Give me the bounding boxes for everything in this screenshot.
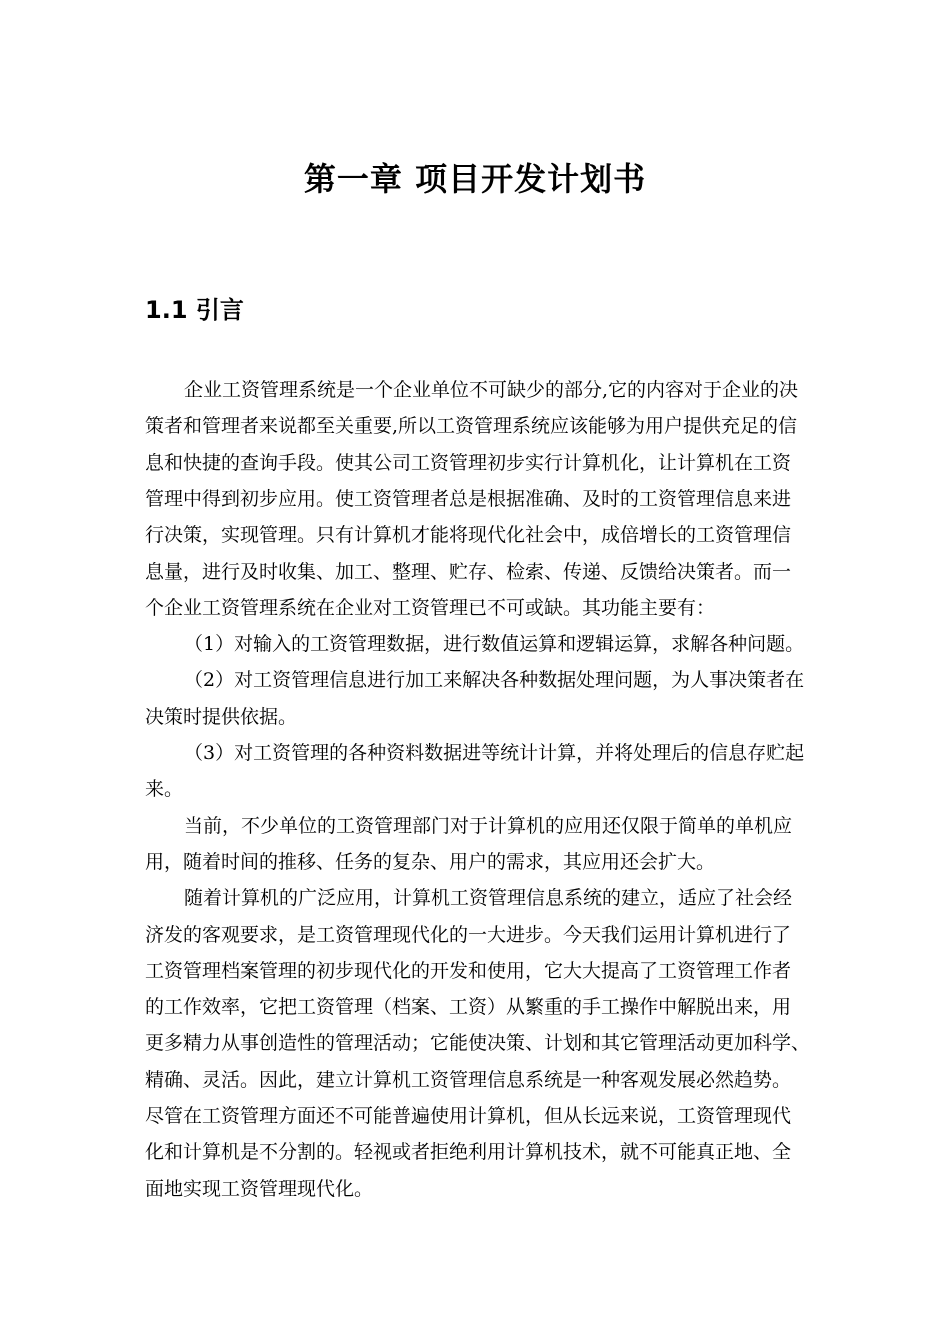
section-heading: 1.1 引言: [145, 296, 244, 324]
paragraph-line: 息和快捷的查询手段。使其公司工资管理初步实行计算机化，让计算机在工资: [145, 452, 792, 474]
paragraph-line: 更多精力从事创造性的管理活动；它能使决策、计划和其它管理活动更加科学、: [145, 1032, 811, 1054]
paragraph-line: 随着计算机的广泛应用，计算机工资管理信息系统的建立，适应了社会经: [184, 887, 793, 909]
paragraph-line: 的工作效率，它把工资管理（档案、工资）从繁重的手工操作中解脱出来，用: [145, 996, 792, 1018]
paragraph-line: （3）对工资管理的各种资料数据进等统计计算，并将处理后的信息存贮起: [184, 742, 805, 764]
paragraph-line: 化和计算机是不分割的。轻视或者拒绝利用计算机技术，就不可能真正地、全: [145, 1141, 792, 1163]
paragraph-line: 企业工资管理系统是一个企业单位不可缺少的部分,它的内容对于企业的决: [184, 379, 799, 401]
paragraph-line: 面地实现工资管理现代化。: [145, 1178, 374, 1200]
paragraph-line: 用，随着时间的推移、任务的复杂、用户的需求，其应用还会扩大。: [145, 851, 716, 873]
paragraph-line: 工资管理档案管理的初步现代化的开发和使用，它大大提高了工资管理工作者: [145, 960, 792, 982]
paragraph-line: 尽管在工资管理方面还不可能普遍使用计算机，但从长远来说，工资管理现代: [145, 1105, 792, 1127]
paragraph-line: （2）对工资管理信息进行加工来解决各种数据处理问题，为人事决策者在: [184, 669, 805, 691]
paragraph-line: 精确、灵活。因此，建立计算机工资管理信息系统是一种客观发展必然趋势。: [145, 1069, 792, 1091]
paragraph-line: 决策时提供依据。: [145, 706, 298, 728]
paragraph-line: 济发的客观要求，是工资管理现代化的一大进步。今天我们运用计算机进行了: [145, 924, 792, 946]
paragraph-line: 息量，进行及时收集、加工、整理、贮存、检索、传递、反馈给决策者。而一: [145, 561, 792, 583]
chapter-title: 第一章 项目开发计划书: [303, 160, 647, 198]
paragraph-line: （1）对输入的工资管理数据，进行数值运算和逻辑运算，求解各种问题。: [184, 633, 805, 655]
paragraph-line: 策者和管理者来说都至关重要,所以工资管理系统应该能够为用户提供充足的信: [145, 415, 798, 437]
paragraph-line: 行决策，实现管理。只有计算机才能将现代化社会中，成倍增长的工资管理信: [145, 524, 792, 546]
paragraph-line: 来。: [145, 778, 184, 800]
paragraph-line: 管理中得到初步应用。使工资管理者总是根据准确、及时的工资管理信息来进: [145, 488, 792, 510]
paragraph-line: 当前，不少单位的工资管理部门对于计算机的应用还仅限于简单的单机应: [184, 815, 793, 837]
paragraph-line: 个企业工资管理系统在企业对工资管理已不可或缺。其功能主要有：: [145, 597, 716, 619]
